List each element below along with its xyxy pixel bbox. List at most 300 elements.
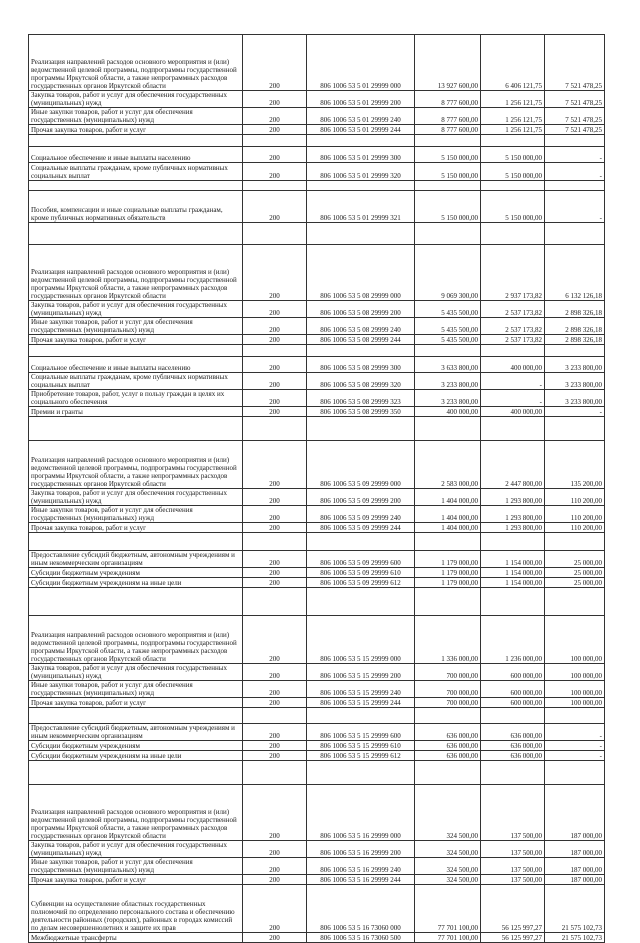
row-name-cell: Социальное обеспечение и иные выплаты населению xyxy=(29,147,243,163)
row-classification-code-cell: 806 1006 53 5 08 29999 200 xyxy=(307,301,415,318)
row-remaining-cell: 110 200,00 xyxy=(545,506,605,523)
row-classification-code-cell: 806 1006 53 5 01 29999 321 xyxy=(307,191,415,223)
row-line-code-cell: 200 xyxy=(243,698,307,708)
row-executed-cell: 600 000,00 xyxy=(481,698,545,708)
spacer-cell xyxy=(545,708,605,724)
row-remaining-cell: 7 521 478,25 xyxy=(545,91,605,108)
row-classification-code-cell: 806 1006 53 5 16 73060 000 xyxy=(307,885,415,933)
spacer-cell xyxy=(29,417,243,441)
row-classification-code-cell: 806 1006 53 5 08 29999 240 xyxy=(307,318,415,335)
table-row xyxy=(29,335,605,345)
table-row xyxy=(29,489,605,506)
spacer-cell xyxy=(545,223,605,245)
row-line-code-cell: 200 xyxy=(243,568,307,578)
spacer-cell xyxy=(481,223,545,245)
row-remaining-cell: - xyxy=(545,724,605,741)
row-approved-cell: 700 000,00 xyxy=(415,681,481,698)
row-remaining-cell: - xyxy=(545,407,605,417)
table-row xyxy=(29,785,605,841)
spacer-cell xyxy=(29,533,243,551)
row-approved-cell: 5 435 500,00 xyxy=(415,318,481,335)
row-executed-cell: 1 154 000,00 xyxy=(481,578,545,588)
row-name-cell: Закупка товаров, работ и услуг для обеспечения государственных (муниципальных) нужд xyxy=(29,841,243,858)
row-executed-cell: 137 500,00 xyxy=(481,785,545,841)
row-approved-cell: 636 000,00 xyxy=(415,751,481,761)
spacer-row xyxy=(29,533,605,551)
row-name-cell: Субсидии бюджетным учреждениям xyxy=(29,741,243,751)
row-executed-cell: 56 125 997,27 xyxy=(481,885,545,933)
row-name-cell: Прочая закупка товаров, работ и услуг xyxy=(29,125,243,135)
table-row xyxy=(29,616,605,664)
table-row xyxy=(29,551,605,568)
row-executed-cell: 2 537 173,82 xyxy=(481,335,545,345)
row-classification-code-cell: 806 1006 53 5 09 29999 244 xyxy=(307,523,415,533)
table-row xyxy=(29,506,605,523)
row-line-code-cell: 200 xyxy=(243,301,307,318)
row-classification-code-cell: 806 1006 53 5 16 29999 000 xyxy=(307,785,415,841)
row-approved-cell: 324 500,00 xyxy=(415,785,481,841)
spacer-cell xyxy=(481,345,545,357)
row-remaining-cell: - xyxy=(545,163,605,181)
row-line-code-cell: 200 xyxy=(243,741,307,751)
row-approved-cell: 1 179 000,00 xyxy=(415,551,481,568)
row-classification-code-cell: 806 1006 53 5 09 29999 612 xyxy=(307,578,415,588)
row-remaining-cell: 100 000,00 xyxy=(545,698,605,708)
row-classification-code-cell: 806 1006 53 5 15 29999 600 xyxy=(307,724,415,741)
row-name-cell: Межбюджетные трансферты xyxy=(29,933,243,943)
table-row xyxy=(29,578,605,588)
row-remaining-cell: - xyxy=(545,147,605,163)
row-name-cell: Субвенции на осуществление областных государственных полномочий по определению персонального состава и обеспечению деятельности районных (городских), районных в городах комиссий по делам несовершеннолетних и защите их прав xyxy=(29,885,243,933)
row-name-cell: Социальные выплаты гражданам, кроме публичных нормативных социальных выплат xyxy=(29,163,243,181)
row-line-code-cell: 200 xyxy=(243,724,307,741)
row-approved-cell: 2 583 000,00 xyxy=(415,441,481,489)
table-row xyxy=(29,191,605,223)
row-line-code-cell: 200 xyxy=(243,681,307,698)
row-line-code-cell: 200 xyxy=(243,318,307,335)
spacer-cell xyxy=(307,181,415,191)
row-line-code-cell: 200 xyxy=(243,108,307,125)
row-classification-code-cell: 806 1006 53 5 01 29999 244 xyxy=(307,125,415,135)
row-remaining-cell: 25 000,00 xyxy=(545,551,605,568)
row-name-cell: Реализация направлений расходов основного мероприятия и (или) ведомственной целевой программы, подпрограммы государственной программы Иркутской области, а также непрограммных расходов государственных органов Иркутской области xyxy=(29,785,243,841)
row-name-cell: Прочая закупка товаров, работ и услуг xyxy=(29,698,243,708)
spacer-cell xyxy=(481,761,545,785)
row-name-cell: Закупка товаров, работ и услуг для обеспечения государственных (муниципальных) нужд xyxy=(29,301,243,318)
row-executed-cell: 56 125 997,27 xyxy=(481,933,545,943)
row-name-cell: Иные закупки товаров, работ и услуг для обеспечения государственных (муниципальных) нужд xyxy=(29,506,243,523)
row-name-cell: Реализация направлений расходов основного мероприятия и (или) ведомственной целевой программы, подпрограммы государственной программы Иркутской области, а также непрограммных расходов государственных органов Иркутской области xyxy=(29,245,243,301)
spacer-cell xyxy=(307,708,415,724)
row-line-code-cell: 200 xyxy=(243,578,307,588)
row-classification-code-cell: 806 1006 53 5 16 29999 244 xyxy=(307,875,415,885)
row-line-code-cell: 200 xyxy=(243,523,307,533)
spacer-cell xyxy=(29,588,243,616)
spacer-cell xyxy=(243,588,307,616)
row-approved-cell: 3 233 800,00 xyxy=(415,390,481,407)
row-line-code-cell: 200 xyxy=(243,407,307,417)
row-classification-code-cell: 806 1006 53 5 01 29999 300 xyxy=(307,147,415,163)
row-remaining-cell: - xyxy=(545,751,605,761)
row-executed-cell: 636 000,00 xyxy=(481,741,545,751)
budget-execution-table xyxy=(28,34,605,943)
table-row xyxy=(29,741,605,751)
row-classification-code-cell: 806 1006 53 5 16 29999 240 xyxy=(307,858,415,875)
row-executed-cell: 5 150 000,00 xyxy=(481,163,545,181)
table-row xyxy=(29,698,605,708)
row-remaining-cell: 187 000,00 xyxy=(545,875,605,885)
row-remaining-cell: 187 000,00 xyxy=(545,785,605,841)
row-remaining-cell: 7 521 478,25 xyxy=(545,125,605,135)
row-name-cell: Закупка товаров, работ и услуг для обеспечения государственных (муниципальных) нужд xyxy=(29,489,243,506)
row-line-code-cell: 200 xyxy=(243,91,307,108)
row-executed-cell: 6 406 121,75 xyxy=(481,35,545,91)
spacer-cell xyxy=(415,761,481,785)
table-row xyxy=(29,875,605,885)
row-executed-cell: 600 000,00 xyxy=(481,681,545,698)
row-classification-code-cell: 806 1006 53 5 08 29999 320 xyxy=(307,373,415,390)
row-name-cell: Иные закупки товаров, работ и услуг для обеспечения государственных (муниципальных) нужд xyxy=(29,858,243,875)
row-classification-code-cell: 806 1006 53 5 15 29999 240 xyxy=(307,681,415,698)
spacer-cell xyxy=(415,223,481,245)
spacer-cell xyxy=(481,417,545,441)
table-row xyxy=(29,390,605,407)
spacer-cell xyxy=(481,588,545,616)
row-approved-cell: 400 000,00 xyxy=(415,407,481,417)
row-executed-cell: 5 150 000,00 xyxy=(481,191,545,223)
row-remaining-cell: 25 000,00 xyxy=(545,578,605,588)
row-executed-cell: 400 000,00 xyxy=(481,407,545,417)
table-row xyxy=(29,664,605,681)
row-remaining-cell: 3 233 800,00 xyxy=(545,357,605,373)
row-classification-code-cell: 806 1006 53 5 16 73060 500 xyxy=(307,933,415,943)
row-executed-cell: 1 256 121,75 xyxy=(481,91,545,108)
row-remaining-cell: 135 200,00 xyxy=(545,441,605,489)
row-executed-cell: 400 000,00 xyxy=(481,357,545,373)
row-classification-code-cell: 806 1006 53 5 09 29999 200 xyxy=(307,489,415,506)
row-line-code-cell: 200 xyxy=(243,335,307,345)
spacer-cell xyxy=(415,135,481,147)
spacer-cell xyxy=(29,223,243,245)
row-approved-cell: 5 435 500,00 xyxy=(415,301,481,318)
spacer-cell xyxy=(29,708,243,724)
spacer-cell xyxy=(481,181,545,191)
row-line-code-cell: 200 xyxy=(243,551,307,568)
row-classification-code-cell: 806 1006 53 5 01 29999 320 xyxy=(307,163,415,181)
table-row xyxy=(29,681,605,698)
spacer-row xyxy=(29,588,605,616)
row-classification-code-cell: 806 1006 53 5 08 29999 000 xyxy=(307,245,415,301)
row-remaining-cell: 21 575 102,73 xyxy=(545,885,605,933)
spacer-cell xyxy=(545,135,605,147)
row-name-cell: Социальные выплаты гражданам, кроме публичных нормативных социальных выплат xyxy=(29,373,243,390)
table-row xyxy=(29,245,605,301)
row-executed-cell: 137 500,00 xyxy=(481,858,545,875)
row-line-code-cell: 200 xyxy=(243,245,307,301)
table-row xyxy=(29,318,605,335)
row-executed-cell: 1 293 800,00 xyxy=(481,523,545,533)
row-name-cell: Прочая закупка товаров, работ и услуг xyxy=(29,335,243,345)
spacer-row xyxy=(29,223,605,245)
table-row xyxy=(29,858,605,875)
spacer-row xyxy=(29,761,605,785)
row-name-cell: Пособия, компенсации и иные социальные выплаты гражданам, кроме публичных нормативных обязательств xyxy=(29,191,243,223)
row-classification-code-cell: 806 1006 53 5 01 29999 200 xyxy=(307,91,415,108)
row-classification-code-cell: 806 1006 53 5 15 29999 612 xyxy=(307,751,415,761)
spacer-cell xyxy=(307,761,415,785)
spacer-cell xyxy=(545,417,605,441)
row-approved-cell: 636 000,00 xyxy=(415,741,481,751)
table-row xyxy=(29,147,605,163)
row-classification-code-cell: 806 1006 53 5 16 29999 200 xyxy=(307,841,415,858)
row-approved-cell: 700 000,00 xyxy=(415,664,481,681)
row-name-cell: Иные закупки товаров, работ и услуг для обеспечения государственных (муниципальных) нужд xyxy=(29,681,243,698)
table-body xyxy=(29,35,605,943)
row-classification-code-cell: 806 1006 53 5 09 29999 610 xyxy=(307,568,415,578)
row-approved-cell: 13 927 600,00 xyxy=(415,35,481,91)
row-approved-cell: 8 777 600,00 xyxy=(415,108,481,125)
spacer-cell xyxy=(415,417,481,441)
row-approved-cell: 8 777 600,00 xyxy=(415,91,481,108)
row-executed-cell: 1 293 800,00 xyxy=(481,506,545,523)
row-name-cell: Закупка товаров, работ и услуг для обеспечения государственных (муниципальных) нужд xyxy=(29,664,243,681)
row-line-code-cell: 200 xyxy=(243,841,307,858)
row-classification-code-cell: 806 1006 53 5 08 29999 244 xyxy=(307,335,415,345)
row-remaining-cell: 7 521 478,25 xyxy=(545,108,605,125)
row-executed-cell: 1 256 121,75 xyxy=(481,108,545,125)
row-name-cell: Реализация направлений расходов основного мероприятия и (или) ведомственной целевой программы, подпрограммы государственной программы Иркутской области, а также непрограммных расходов государственных органов Иркутской области xyxy=(29,616,243,664)
row-remaining-cell: 3 233 800,00 xyxy=(545,390,605,407)
spacer-cell xyxy=(307,135,415,147)
table-row xyxy=(29,441,605,489)
spacer-cell xyxy=(481,708,545,724)
row-executed-cell: 137 500,00 xyxy=(481,841,545,858)
row-line-code-cell: 200 xyxy=(243,147,307,163)
table-row xyxy=(29,407,605,417)
spacer-cell xyxy=(545,533,605,551)
row-approved-cell: 3 233 800,00 xyxy=(415,373,481,390)
row-remaining-cell: 6 132 126,18 xyxy=(545,245,605,301)
row-approved-cell: 1 179 000,00 xyxy=(415,568,481,578)
row-approved-cell: 9 069 300,00 xyxy=(415,245,481,301)
row-approved-cell: 324 500,00 xyxy=(415,841,481,858)
spacer-cell xyxy=(243,181,307,191)
row-name-cell: Премии и гранты xyxy=(29,407,243,417)
spacer-cell xyxy=(415,588,481,616)
row-executed-cell: 2 537 173,82 xyxy=(481,301,545,318)
spacer-cell xyxy=(481,533,545,551)
spacer-cell xyxy=(307,533,415,551)
row-name-cell: Предоставление субсидий бюджетным, автономным учреждениям и иным некоммерческим организациям xyxy=(29,551,243,568)
row-executed-cell: 2 537 173,82 xyxy=(481,318,545,335)
row-line-code-cell: 200 xyxy=(243,664,307,681)
table-row xyxy=(29,35,605,91)
row-executed-cell: 1 256 121,75 xyxy=(481,125,545,135)
row-executed-cell: 5 150 000,00 xyxy=(481,147,545,163)
row-approved-cell: 5 435 500,00 xyxy=(415,335,481,345)
row-approved-cell: 324 500,00 xyxy=(415,858,481,875)
row-approved-cell: 5 150 000,00 xyxy=(415,163,481,181)
spacer-cell xyxy=(545,588,605,616)
row-executed-cell: 1 154 000,00 xyxy=(481,568,545,578)
row-name-cell: Иные закупки товаров, работ и услуг для обеспечения государственных (муниципальных) нужд xyxy=(29,318,243,335)
row-classification-code-cell: 806 1006 53 5 15 29999 200 xyxy=(307,664,415,681)
row-name-cell: Реализация направлений расходов основного мероприятия и (или) ведомственной целевой программы, подпрограммы государственной программы Иркутской области, а также непрограммных расходов государственных органов Иркутской области xyxy=(29,35,243,91)
row-name-cell: Приобретение товаров, работ, услуг в пользу граждан в целях их социального обеспечения xyxy=(29,390,243,407)
row-approved-cell: 324 500,00 xyxy=(415,875,481,885)
table-row xyxy=(29,163,605,181)
row-name-cell: Субсидии бюджетным учреждениям на иные цели xyxy=(29,751,243,761)
row-line-code-cell: 200 xyxy=(243,506,307,523)
table-row xyxy=(29,885,605,933)
row-remaining-cell: 110 200,00 xyxy=(545,489,605,506)
row-remaining-cell: - xyxy=(545,741,605,751)
row-name-cell: Закупка товаров, работ и услуг для обеспечения государственных (муниципальных) нужд xyxy=(29,91,243,108)
spacer-cell xyxy=(545,345,605,357)
row-classification-code-cell: 806 1006 53 5 01 29999 240 xyxy=(307,108,415,125)
row-remaining-cell: 25 000,00 xyxy=(545,568,605,578)
table-row xyxy=(29,933,605,943)
row-approved-cell: 1 404 000,00 xyxy=(415,506,481,523)
row-approved-cell: 1 404 000,00 xyxy=(415,489,481,506)
row-remaining-cell: 100 000,00 xyxy=(545,616,605,664)
row-name-cell: Прочая закупка товаров, работ и услуг xyxy=(29,523,243,533)
row-approved-cell: 636 000,00 xyxy=(415,724,481,741)
row-approved-cell: 700 000,00 xyxy=(415,698,481,708)
row-remaining-cell: 100 000,00 xyxy=(545,681,605,698)
row-executed-cell: 636 000,00 xyxy=(481,751,545,761)
spacer-row xyxy=(29,708,605,724)
row-line-code-cell: 200 xyxy=(243,785,307,841)
row-classification-code-cell: 806 1006 53 5 01 29999 000 xyxy=(307,35,415,91)
spacer-cell xyxy=(243,761,307,785)
table-row xyxy=(29,125,605,135)
row-classification-code-cell: 806 1006 53 5 08 29999 350 xyxy=(307,407,415,417)
row-executed-cell: 2 447 800,00 xyxy=(481,441,545,489)
row-executed-cell: 2 937 173,82 xyxy=(481,245,545,301)
table-row xyxy=(29,751,605,761)
row-approved-cell: 1 336 000,00 xyxy=(415,616,481,664)
table-row xyxy=(29,301,605,318)
spacer-cell xyxy=(243,135,307,147)
table-row xyxy=(29,357,605,373)
table-row xyxy=(29,91,605,108)
row-name-cell: Субсидии бюджетным учреждениям xyxy=(29,568,243,578)
table-row xyxy=(29,373,605,390)
row-classification-code-cell: 806 1006 53 5 15 29999 610 xyxy=(307,741,415,751)
row-name-cell: Прочая закупка товаров, работ и услуг xyxy=(29,875,243,885)
row-remaining-cell: - xyxy=(545,191,605,223)
row-approved-cell: 5 150 000,00 xyxy=(415,191,481,223)
table-row xyxy=(29,724,605,741)
spacer-cell xyxy=(243,708,307,724)
row-classification-code-cell: 806 1006 53 5 15 29999 244 xyxy=(307,698,415,708)
table-row xyxy=(29,108,605,125)
table-row xyxy=(29,841,605,858)
spacer-cell xyxy=(243,533,307,551)
row-approved-cell: 8 777 600,00 xyxy=(415,125,481,135)
row-line-code-cell: 200 xyxy=(243,390,307,407)
spacer-cell xyxy=(307,345,415,357)
row-executed-cell: 1 293 800,00 xyxy=(481,489,545,506)
row-line-code-cell: 200 xyxy=(243,875,307,885)
row-executed-cell: 1 154 000,00 xyxy=(481,551,545,568)
spacer-row xyxy=(29,345,605,357)
spacer-row xyxy=(29,135,605,147)
spacer-cell xyxy=(415,708,481,724)
row-remaining-cell: 100 000,00 xyxy=(545,664,605,681)
row-executed-cell: - xyxy=(481,373,545,390)
row-classification-code-cell: 806 1006 53 5 15 29999 000 xyxy=(307,616,415,664)
spacer-cell xyxy=(415,533,481,551)
row-remaining-cell: 110 200,00 xyxy=(545,523,605,533)
row-classification-code-cell: 806 1006 53 5 09 29999 240 xyxy=(307,506,415,523)
row-line-code-cell: 200 xyxy=(243,885,307,933)
spacer-cell xyxy=(415,345,481,357)
row-line-code-cell: 200 xyxy=(243,357,307,373)
row-name-cell: Предоставление субсидий бюджетным, автономным учреждениям и иным некоммерческим организациям xyxy=(29,724,243,741)
row-line-code-cell: 200 xyxy=(243,858,307,875)
row-name-cell: Субсидии бюджетным учреждениям на иные цели xyxy=(29,578,243,588)
spacer-row xyxy=(29,417,605,441)
row-line-code-cell: 200 xyxy=(243,751,307,761)
spacer-cell xyxy=(307,417,415,441)
spacer-cell xyxy=(29,345,243,357)
row-remaining-cell: 2 898 326,18 xyxy=(545,318,605,335)
row-line-code-cell: 200 xyxy=(243,125,307,135)
row-executed-cell: 1 236 000,00 xyxy=(481,616,545,664)
spacer-cell xyxy=(545,181,605,191)
spacer-cell xyxy=(415,181,481,191)
row-classification-code-cell: 806 1006 53 5 08 29999 323 xyxy=(307,390,415,407)
row-executed-cell: 600 000,00 xyxy=(481,664,545,681)
table-row xyxy=(29,523,605,533)
row-remaining-cell: 187 000,00 xyxy=(545,858,605,875)
row-approved-cell: 3 633 800,00 xyxy=(415,357,481,373)
row-executed-cell: - xyxy=(481,390,545,407)
row-approved-cell: 5 150 000,00 xyxy=(415,147,481,163)
table-row xyxy=(29,568,605,578)
spacer-cell xyxy=(481,135,545,147)
row-line-code-cell: 200 xyxy=(243,191,307,223)
row-line-code-cell: 200 xyxy=(243,489,307,506)
row-line-code-cell: 200 xyxy=(243,441,307,489)
row-line-code-cell: 200 xyxy=(243,373,307,390)
row-approved-cell: 77 701 100,00 xyxy=(415,885,481,933)
spacer-cell xyxy=(545,761,605,785)
row-classification-code-cell: 806 1006 53 5 09 29999 000 xyxy=(307,441,415,489)
row-executed-cell: 137 500,00 xyxy=(481,875,545,885)
row-executed-cell: 636 000,00 xyxy=(481,724,545,741)
row-line-code-cell: 200 xyxy=(243,933,307,943)
spacer-cell xyxy=(243,345,307,357)
spacer-cell xyxy=(307,588,415,616)
row-approved-cell: 1 179 000,00 xyxy=(415,578,481,588)
row-approved-cell: 77 701 100,00 xyxy=(415,933,481,943)
row-classification-code-cell: 806 1006 53 5 08 29999 300 xyxy=(307,357,415,373)
spacer-cell xyxy=(29,181,243,191)
row-name-cell: Реализация направлений расходов основного мероприятия и (или) ведомственной целевой программы, подпрограммы государственной программы Иркутской области, а также непрограммных расходов государственных органов Иркутской области xyxy=(29,441,243,489)
row-remaining-cell: 187 000,00 xyxy=(545,841,605,858)
row-name-cell: Иные закупки товаров, работ и услуг для обеспечения государственных (муниципальных) нужд xyxy=(29,108,243,125)
row-line-code-cell: 200 xyxy=(243,35,307,91)
row-remaining-cell: 2 898 326,18 xyxy=(545,335,605,345)
row-line-code-cell: 200 xyxy=(243,163,307,181)
row-classification-code-cell: 806 1006 53 5 09 29999 600 xyxy=(307,551,415,568)
row-remaining-cell: 2 898 326,18 xyxy=(545,301,605,318)
spacer-cell xyxy=(243,223,307,245)
row-remaining-cell: 7 521 478,25 xyxy=(545,35,605,91)
